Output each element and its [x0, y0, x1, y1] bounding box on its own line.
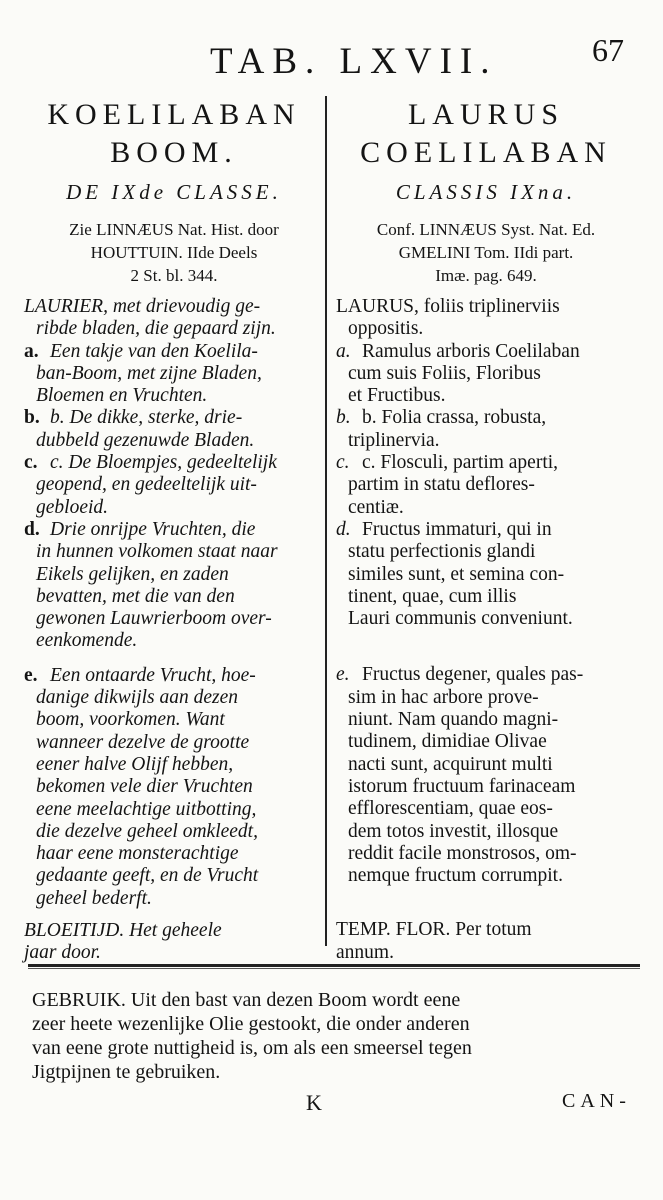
dutch-name-line-1: KOELILABAN	[47, 98, 301, 131]
latin-text-line: dem totos investit, illosque	[348, 820, 559, 842]
gebruik-line: van eene grote nuttigheid is, om als een smeersel tegen	[32, 1037, 472, 1059]
latin-text-line: cum suis Foliis, Floribus	[348, 362, 541, 384]
dutch-text-line: Eikels gelijken, en zaden	[36, 563, 229, 585]
page-number: 67	[592, 32, 624, 68]
latin-text-line: tinent, quae, cum illis	[348, 585, 517, 607]
latin-text-line: nemque fructum corrumpit.	[348, 865, 563, 887]
latin-text-line: centiæ.	[348, 496, 404, 518]
dutch-text-line: in hunnen volkomen staat naar	[36, 541, 278, 563]
latin-column	[336, 96, 636, 172]
dutch-column	[24, 96, 324, 172]
dutch-text-line: gedaante geeft, en de Vrucht	[36, 865, 259, 887]
plate-title: TAB. LXVII.	[210, 41, 498, 82]
dutch-text-line: bevatten, met die van den	[36, 585, 235, 607]
dutch-text-line: eene meelachtige uitbotting,	[36, 798, 257, 820]
latin-ref-line: Conf. LINNÆUS Syst. Nat. Ed.	[376, 220, 596, 239]
latin-text-line: tudinem, dimidiae Olivae	[348, 731, 547, 753]
latin-text-line: reddit facile monstrosos, om-	[348, 842, 577, 864]
gebruik-line: zeer heete wezenlijke Olie gestookt, die onder anderen	[32, 1013, 470, 1035]
latin-text-line: statu perfectionis glandi	[348, 541, 536, 563]
latin-name-line-2: COELILABAN	[360, 136, 612, 169]
item-marker-d: d.	[24, 518, 40, 540]
latin-text-line: Ramulus arboris Coelilaban	[362, 340, 580, 362]
column-divider	[325, 96, 327, 946]
signature-mark: K	[306, 1090, 322, 1115]
dutch-classe: DE IXde CLASSE.	[66, 180, 282, 204]
dutch-text-line: Drie onrijpe Vruchten, die	[50, 518, 256, 540]
latin-name-line-1: LAURUS	[407, 98, 564, 131]
gebruik-line: Jigtpijnen te gebruiken.	[32, 1061, 221, 1083]
dutch-text-line: Bloemen en Vruchten.	[36, 385, 208, 407]
temp-flor-line: TEMP. FLOR. Per totum	[336, 919, 532, 941]
bloeitijd-line: jaar door.	[24, 942, 101, 964]
latin-text-line: Lauri communis conveniunt.	[348, 608, 573, 630]
dutch-name-line-2: BOOM.	[110, 136, 238, 169]
dutch-ref-line: HOUTTUIN. IIde Deels	[90, 243, 258, 262]
temp-flor-line: annum.	[336, 941, 394, 963]
dutch-text-line: haar eene monsterachtige	[36, 843, 239, 865]
latin-text-line: Fructus degener, quales pas-	[362, 664, 584, 686]
section-rule-thin	[28, 968, 640, 969]
item-marker-e: e.	[24, 664, 38, 686]
latin-entries	[336, 296, 636, 964]
latin-text-line: sim in hac arbore prove-	[348, 686, 539, 708]
dutch-text-line: LAURIER, met drievoudig ge-	[24, 296, 261, 317]
item-marker-d: d.	[336, 518, 351, 540]
gebruik-line: GEBRUIK. Uit den bast van dezen Boom wordt eene	[32, 989, 461, 1011]
latin-text-line: b. Folia crassa, robusta,	[362, 407, 547, 429]
dutch-text-line: b. De dikke, sterke, drie-	[50, 407, 243, 429]
dutch-text-line: eenkomende.	[36, 630, 138, 652]
dutch-text-line: ban-Boom, met zijne Bladen,	[36, 362, 262, 384]
latin-text-line: LAURUS, foliis triplinerviis	[336, 296, 560, 317]
latin-text-line: oppositis.	[348, 318, 424, 340]
latin-text-line: efflorescentiam, quae eos-	[348, 798, 553, 820]
dutch-text-line: dubbeld gezenuwde Bladen.	[36, 429, 255, 451]
dutch-text-line: Een takje van den Koelila-	[50, 340, 258, 362]
dutch-text-line: danige dikwijls aan dezen	[36, 687, 239, 709]
dutch-text-line: c. De Bloempjes, gedeeltelijk	[50, 452, 277, 474]
dutch-text-line: gewonen Lauwrierboom over-	[36, 608, 272, 630]
dutch-text-line: wanneer dezelve de grootte	[36, 731, 250, 753]
gebruik-paragraph	[32, 988, 644, 1084]
latin-text-line: nacti sunt, acquirunt multi	[348, 753, 553, 775]
item-marker-c: c.	[24, 452, 38, 474]
item-marker-a: a.	[336, 340, 351, 362]
dutch-text-line: boom, voorkomen. Want	[36, 709, 225, 731]
dutch-text-line: die dezelve geheel omkleedt,	[36, 820, 258, 842]
dutch-text-line: bekomen vele dier Vruchten	[36, 776, 253, 798]
dutch-text-line: geopend, en gedeeltelijk uit-	[36, 474, 257, 496]
item-marker-b: b.	[24, 407, 40, 429]
dutch-text-line: eener halve Olijf hebben,	[36, 753, 234, 775]
bloeitijd-line: BLOEITIJD. Het geheele	[24, 920, 222, 942]
latin-text-line: c. Flosculi, partim aperti,	[362, 452, 559, 474]
latin-text-line: istorum fructuum farinaceam	[348, 775, 576, 797]
latin-text-line: partim in statu deflores-	[348, 474, 535, 496]
dutch-text-line: Een ontaarde Vrucht, hoe-	[50, 664, 256, 686]
latin-text-line: similes sunt, et semina con-	[348, 563, 565, 585]
item-marker-a: a.	[24, 340, 39, 362]
dutch-text-line: gebloeid.	[36, 496, 109, 518]
catchword: CAN-	[562, 1090, 631, 1112]
latin-classis: CLASSIS IXna.	[395, 180, 577, 204]
dutch-text-line: geheel bederft.	[36, 887, 152, 909]
latin-text-line: Fructus immaturi, qui in	[362, 518, 552, 540]
latin-text-line: et Fructibus.	[348, 385, 446, 407]
dutch-ref-line: 2 St. bl. 344.	[130, 266, 218, 285]
dutch-text-line: ribde bladen, die gepaard zijn.	[36, 318, 276, 340]
dutch-ref-line: Zie LINNÆUS Nat. Hist. door	[69, 220, 279, 239]
section-rule	[28, 964, 640, 967]
item-marker-e: e.	[336, 664, 350, 686]
latin-text-line: triplinervia.	[348, 429, 440, 451]
latin-ref-line: GMELINI Tom. IIdi part.	[398, 243, 574, 262]
item-marker-b: b.	[336, 407, 351, 429]
dutch-entries	[24, 296, 324, 965]
item-marker-c: c.	[336, 452, 350, 474]
latin-ref-line: Imæ. pag. 649.	[435, 266, 537, 285]
dutch-reference	[24, 218, 324, 287]
latin-reference	[336, 218, 636, 287]
latin-text-line: niunt. Nam quando magni-	[348, 709, 559, 731]
